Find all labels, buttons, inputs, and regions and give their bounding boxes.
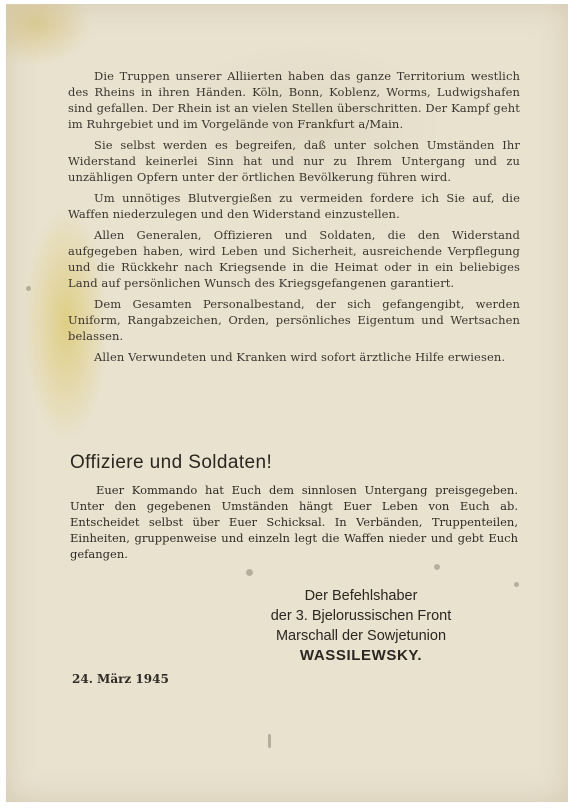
paragraph-1: Die Truppen unserer Alliierten haben das ganze Territorium westlich des Rheins in ihren Händen. Köln, Bonn, Koblenz, Worms, Ludwigshafen sind gefallen. Der Rhein ist an vielen Stellen überschritten. Der Kampf geht im Ruhrgebiet und im Vorgelände von Frankfurt a/Main. <box>68 69 520 131</box>
ink-spot <box>434 564 440 570</box>
ink-spot <box>246 569 253 576</box>
signature-title: Der Befehlshaber <box>304 588 418 604</box>
signature-block <box>236 586 486 666</box>
signature-rank: Marschall der Sowjetunion <box>275 628 447 644</box>
appeal-heading: Offiziere und Soldaten! <box>70 452 273 473</box>
appeal-paragraph: Euer Kommando hat Euch dem sinnlosen Untergang preisgegeben. Unter den gegebenen Umständen hängt Euer Leben von Euch ab. Entscheidet selbst über Euer Schicksal. In Verbänden, Truppenteilen, Einheiten, gruppenweise und einzeln legt die Waffen nieder und gebt Euch gefangen. <box>70 483 518 561</box>
leaflet-page <box>6 4 568 802</box>
ink-spot <box>268 734 271 748</box>
paragraph-5: Dem Gesamten Personalbestand, der sich gefangengibt, werden Uniform, Rangabzeichen, Orden, persönliches Eigentum und Wertsachen belassen. <box>68 297 520 343</box>
body-text <box>68 68 520 370</box>
signature-name: WASSILEWSKY. <box>299 647 423 664</box>
paragraph-3: Um unnötiges Blutvergießen zu vermeiden fordere ich Sie auf, die Waffen niederzulegen und den Widerstand einzustellen. <box>68 191 520 221</box>
signature-front: der 3. Bjelorussischen Front <box>270 608 452 624</box>
ink-spot <box>514 582 519 587</box>
paragraph-6: Allen Verwundeten und Kranken wird sofort ärztliche Hilfe erwiesen. <box>94 350 506 364</box>
paragraph-2: Sie selbst werden es begreifen, daß unter solchen Umständen Ihr Widerstand keinerlei Sinn hat und nur zu Ihrem Untergang und zu unzähligen Opfern unter der örtlichen Bevölkerung führen wird. <box>68 138 520 184</box>
leaflet-date: 24. März 1945 <box>72 672 169 686</box>
ink-spot <box>26 286 31 291</box>
paragraph-4: Allen Generalen, Offizieren und Soldaten, die den Widerstand aufgegeben haben, wird Leben und Sicherheit, ausreichende Verpflegung und die Rückkehr nach Kriegsende in die Heimat oder in ein beliebiges Land auf persönlichen Wunsch des Kriegsgefangenen garantiert. <box>68 228 520 290</box>
